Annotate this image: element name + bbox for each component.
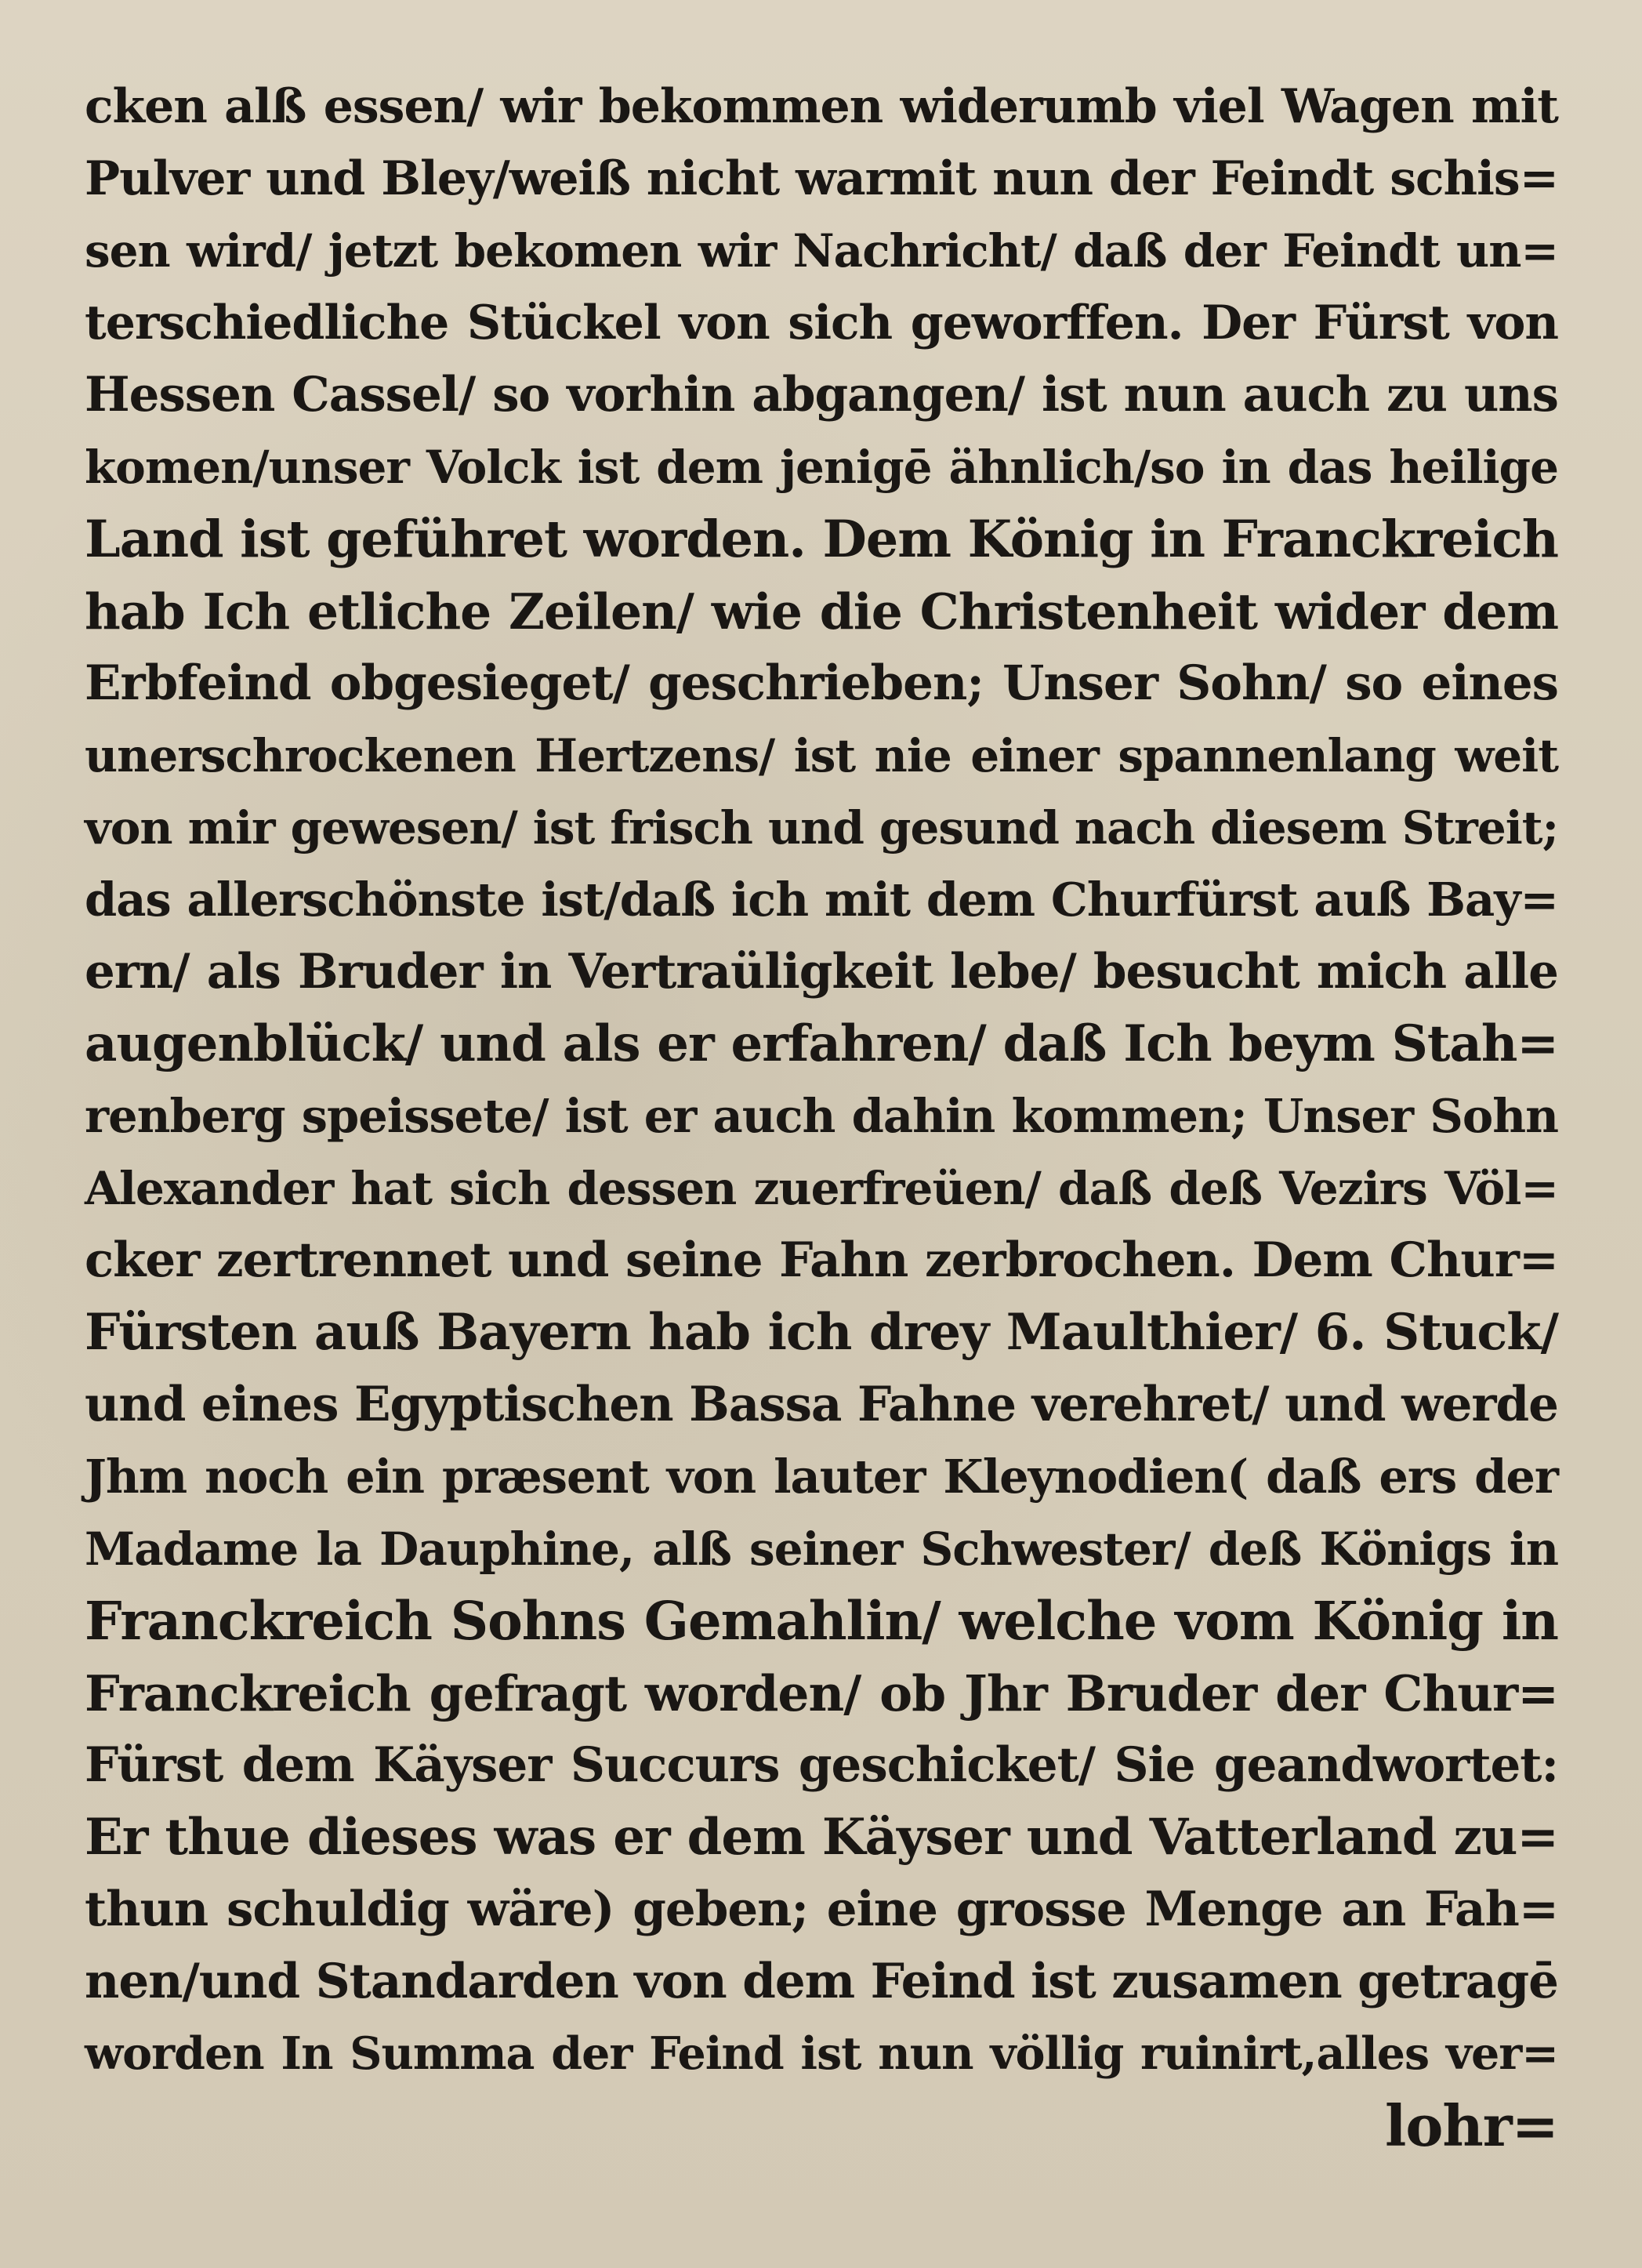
text-line: renberg speissete/ ist er auch dahin kommen; Unser Sohn	[85, 1089, 1558, 1143]
text-line: Fürsten auß Bayern hab ich drey Maulthier/ 6. Stuck/	[85, 1303, 1558, 1362]
text-line: worden In Summa der Feind ist nun völlig ruinirt,alles ver=	[85, 2027, 1558, 2080]
text-line: Erbfeind obgesieget/ geschrieben; Unser Sohn/ so eines	[85, 655, 1558, 711]
text-line: unerschrockenen Hertzens/ ist nie einer spannenlang weit	[85, 729, 1558, 782]
body-text	[85, 71, 1558, 2162]
text-line: Er thue dieses was er dem Käyser und Vatterland zu=	[85, 1808, 1558, 1867]
text-line: Pulver und Bley/weiß nicht warmit nun der Feindt schis=	[85, 151, 1558, 206]
text-line: cker zertrennet und seine Fahn zerbrochen. Dem Chur=	[85, 1232, 1558, 1288]
text-line: thun schuldig wäre) geben; eine grosse Menge an Fah=	[85, 1882, 1558, 1937]
text-line: Alexander hat sich dessen zuerfreüen/ daß deß Vezirs Völ=	[85, 1162, 1558, 1215]
text-line: Fürst dem Käyser Succurs geschicket/ Sie geandwortet:	[85, 1737, 1558, 1793]
text-line: und eines Egyptischen Bassa Fahne verehret/ und werde	[85, 1377, 1558, 1432]
text-line: nen/und Standarden von dem Feind ist zusamen getragē	[85, 1954, 1558, 2009]
text-line: ern/ als Bruder in Vertraüligkeit lebe/ besucht mich alle	[85, 944, 1558, 1000]
text-line: von mir gewesen/ ist frisch und gesund nach diesem Streit;	[85, 801, 1558, 855]
text-line: Franckreich gefragt worden/ ob Jhr Bruder der Chur=	[85, 1664, 1558, 1722]
text-line: Jhm noch ein præsent von lauter Kleynodien( daß ers der	[85, 1450, 1558, 1504]
text-line: terschiedliche Stückel von sich geworffen. Der Fürst von	[85, 296, 1558, 350]
text-line: sen wird/ jetzt bekomen wir Nachricht/ daß der Feindt un=	[85, 224, 1558, 278]
text-line: cken alß essen/ wir bekommen widerumb viel Wagen mit	[85, 79, 1558, 134]
text-line: augenblück/ und als er erfahren/ daß Ich beym Stah=	[85, 1014, 1558, 1073]
text-line: das allerschönste ist/daß ich mit dem Churfürst auß Bay=	[85, 873, 1558, 927]
text-line: komen/unser Volck ist dem jenigē ähnlich/so in das heilige	[85, 441, 1558, 494]
text-line: Madame la Dauphine, alß seiner Schwester/ deß Königs in	[85, 1522, 1558, 1576]
text-line: Land ist geführet worden. Dem König in Franckreich	[85, 510, 1559, 569]
text-line: hab Ich etliche Zeilen/ wie die Christenheit wider dem	[85, 582, 1558, 640]
text-line: Franckreich Sohns Gemahlin/ welche vom König in	[85, 1590, 1558, 1652]
catchword: lohr=	[1385, 2092, 1558, 2159]
text-line: Hessen Cassel/ so vorhin abgangen/ ist nun auch zu uns	[85, 367, 1558, 423]
